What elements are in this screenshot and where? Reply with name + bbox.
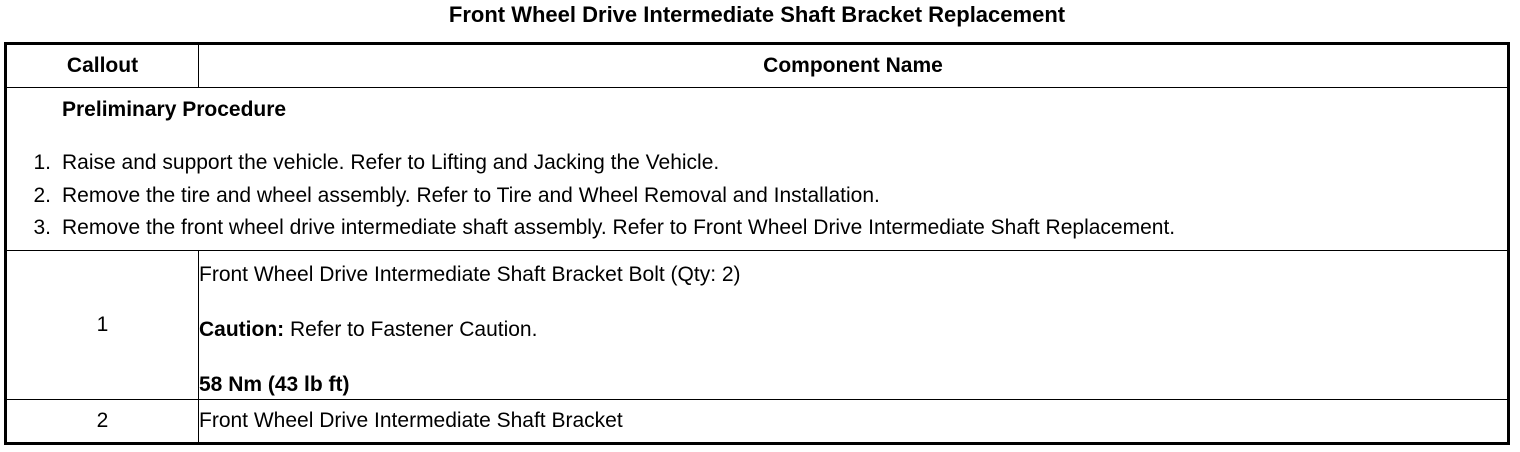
- preliminary-procedure-title: Preliminary Procedure: [62, 98, 287, 121]
- step-text: Raise and support the vehicle. Refer to Lifting and Jacking the Vehicle.: [62, 151, 720, 174]
- caution-label: Caution:: [199, 318, 285, 341]
- callout-number: 1: [7, 251, 199, 400]
- step-number: 1.: [33, 151, 51, 174]
- preliminary-procedure-cell: [7, 88, 1508, 251]
- callout-number: 2: [7, 400, 199, 443]
- table-row: [7, 251, 1508, 400]
- page-title: Front Wheel Drive Intermediate Shaft Bracket Replacement: [448, 2, 1066, 27]
- table-header-row: [7, 45, 1508, 88]
- callout-column-header: Callout: [7, 45, 199, 88]
- component-name: Front Wheel Drive Intermediate Shaft Bracket Bolt (Qty: 2): [199, 263, 741, 286]
- procedure-table: [6, 44, 1508, 443]
- step-text: Remove the front wheel drive intermediate shaft assembly. Refer to Front Wheel Drive Intermediate Shaft Replacement.: [62, 216, 1176, 239]
- component-name: Front Wheel Drive Intermediate Shaft Bracket: [199, 409, 623, 432]
- component-cell: [199, 400, 1508, 443]
- torque-spec: [199, 371, 1507, 399]
- step-text: Remove the tire and wheel assembly. Refer to Tire and Wheel Removal and Installation.: [62, 183, 880, 207]
- step-number: 2.: [33, 183, 51, 207]
- component-cell: [199, 251, 1508, 400]
- component-name-column-header: Component Name: [199, 45, 1508, 88]
- caution-text: Refer to Fastener Caution.: [284, 318, 538, 341]
- step-number: 3.: [33, 216, 51, 239]
- table-row: [7, 400, 1508, 443]
- caution-note: [199, 316, 1507, 344]
- preliminary-procedure-row: [7, 88, 1508, 251]
- torque-value: 58 Nm (43 lb ft): [199, 373, 350, 396]
